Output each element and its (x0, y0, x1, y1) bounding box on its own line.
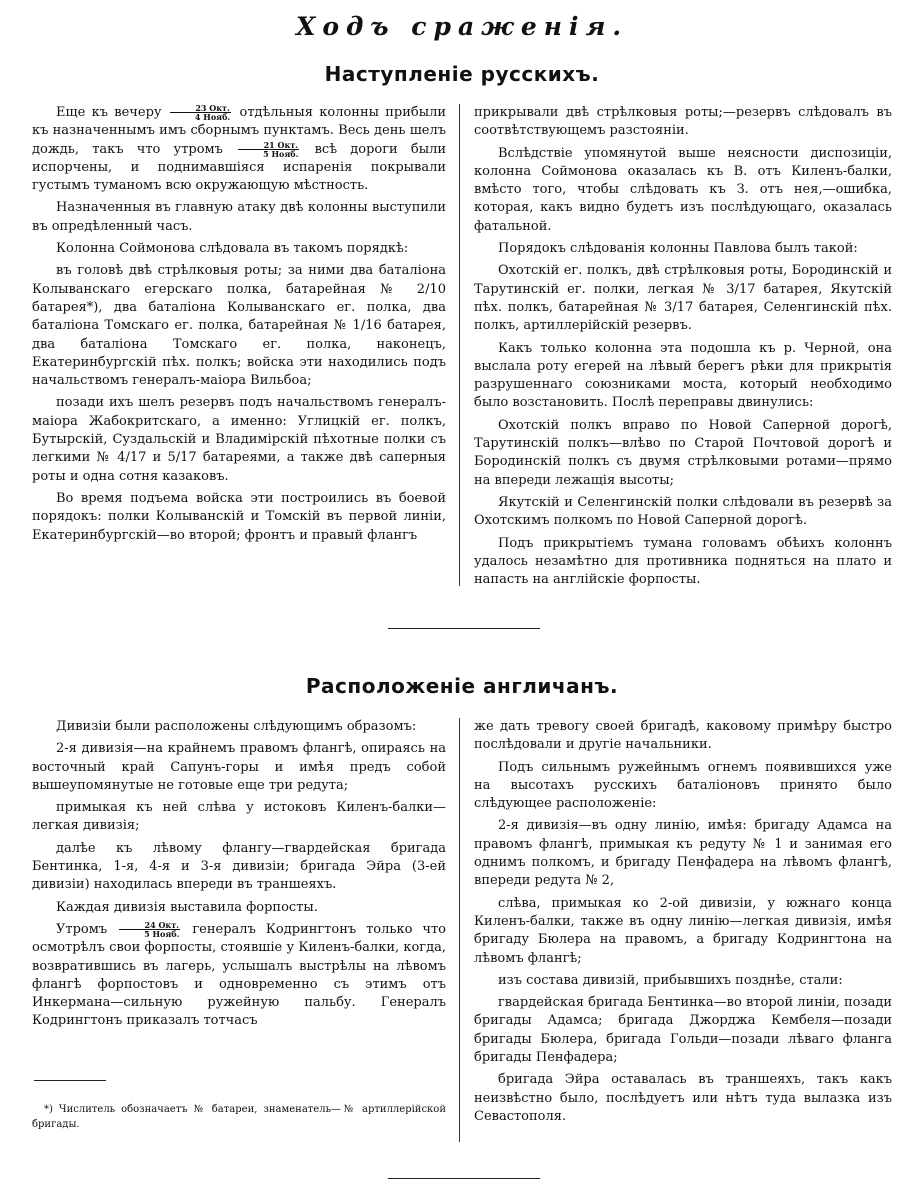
section-heading-english-positions: Расположеніе англичанъ. (305, 674, 619, 698)
text-run: Еще къ вечеру (56, 105, 162, 120)
text-run: всѣ дороги были испорчены, и поднимавшіяся испаренія покрывали густымъ туманомъ всю окружающую мѣстность. (32, 141, 446, 194)
paragraph: гвардейская бригада Бентинка—во второй линіи, позади бригады Адамса; бригада Джорджа Кембеля—позади бригады Бюлера, бригада Гольди—позади лѣваго фланга бригады Пенфадера; (474, 995, 892, 1066)
paragraph: 2-я дивизія—въ одну линію, имѣя: бригаду Адамса на правомъ флангѣ, примыкая къ редуту № 1 и занимая его однимъ полкомъ, и бригаду Пенфадера на лѣвомъ флангѣ, впереди редута № 2, (474, 818, 892, 889)
footnote-rule (34, 1080, 106, 1081)
paragraph: Дивизіи были расположены слѣдующимъ образомъ: (56, 719, 417, 734)
section1-left-column (32, 104, 446, 549)
section2-left-column (32, 718, 446, 1035)
text-run: Утромъ (56, 921, 108, 937)
fraction-denominator: 4 Нояб. (194, 112, 231, 122)
date-fraction (238, 141, 299, 158)
paragraph: Вслѣдствіе упомянутой выше неясности диспозиціи, колонна Соймонова оказалась къ В. отъ Киленъ-балки, вмѣсто того, чтобы слѣдовать къ З. отъ нея,—ошибка, которая, какъ видно будетъ изъ послѣдующаго, оказалась фатальной. (474, 145, 892, 234)
paragraph: Во время подъема войска эти построились въ боевой порядокъ: полки Колыванскій и Томскій въ первой линіи, Екатеринбургскій—во второй; фронтъ и правый флангъ (32, 490, 446, 543)
paragraph: бригада Эйра оставалась въ траншеяхъ, такъ какъ неизвѣстно было, послѣдуетъ или нѣтъ туда вылазка изъ Севастополя. (474, 1072, 892, 1124)
fraction-denominator: 5 Нояб. (263, 148, 299, 159)
paragraph: слѣва, примыкая ко 2-ой дивизіи, у южнаго конца Киленъ-балки, также въ одну линію—легкая дивизія, имѣя бригаду Бюлера на правомъ, а бригаду Кодрингтона на лѣвомъ флангѣ; (474, 895, 892, 966)
paragraph: Назначенныя въ главную атаку двѣ колонны выступили въ опредѣленный часъ. (32, 200, 446, 234)
date-fraction (119, 921, 180, 938)
text-run: отдѣльныя колонны прибыли къ назначеннымъ имъ сборнымъ пунктамъ. Весь день шелъ дождь, такъ что утромъ (32, 105, 447, 157)
section-separator (388, 628, 540, 629)
paragraph: изъ состава дивизій, прибывшихъ позднѣе, стали: (498, 972, 843, 988)
paragraph: позади ихъ шелъ резервъ подъ начальствомъ генералъ-маіора Жабокритскаго, а именно: Углицкій ег. полкъ, Бутырскій, Суздальскій и Владимірскій пѣхотные полки съ легкими № 4/17 и 5/17 батареями, а также двѣ саперныя роты и одна сотня казаковъ. (32, 395, 446, 484)
paragraph: Колонна Соймонова слѣдовала въ такомъ порядкѣ: (56, 241, 409, 257)
column-divider (459, 718, 460, 1142)
fraction-numerator: 24 Окт. (119, 921, 180, 930)
paragraph: Охотскій полкъ вправо по Новой Саперной дорогѣ, Тарутинскій полкъ—влѣво по Старой Почтовой дорогѣ и Бородинскій полкъ съ двумя стрѣлковыми ротами—прямо на впереди лежащія высоты; (474, 417, 892, 488)
paragraph: Какъ только колонна эта подошла къ р. Черной, она выслала роту егерей на лѣвый берегъ рѣки для прикрытія разрушеннаго союзниками моста, который необходимо было возстановить. Послѣ переправы двинулись: (474, 340, 892, 411)
footnote (32, 1102, 446, 1132)
paragraph: же дать тревогу своей бригадѣ, каковому примѣру быстро послѣдовали и другіе начальники. (474, 719, 892, 753)
paragraph: Каждая дивизія выставила форпосты. (56, 899, 318, 915)
page-title: Ходъ сраженія. (295, 12, 629, 41)
paragraph: Якутскій и Селенгинскій полки слѣдовали въ резервѣ за Охотскимъ полкомъ по Новой Саперной дорогѣ. (474, 494, 892, 529)
paragraph: 2-я дивизія—на крайнемъ правомъ флангѣ, опираясь на восточный край Сапунъ-горы и имѣя предъ собой вышеупомянутые не готовые еще три редута; (32, 741, 446, 793)
text-run: генералъ Кодрингтонъ только что осмотрѣлъ свои форпосты, стоявшіе у Киленъ-балки, когда, возвратившись въ лагерь, услышалъ выстрѣлы на лѣвомъ флангѣ форпостовъ и одновременно съ этимъ отъ Инкермана—сильную ружейную пальбу. Генералъ Кодрингтонъ приказалъ тотчасъ (32, 921, 446, 1029)
paragraph: Охотскій ег. полкъ, двѣ стрѣлковыя роты, Бородинскій и Тарутинскій ег. полки, легкая № 3/17 батарея, Якутскій пѣх. полкъ, батарейная № 3/17 батарея, Селенгинскій пѣх. полкъ, артиллерійскій резервъ. (474, 263, 892, 334)
fraction-numerator: 21 Окт. (238, 141, 299, 150)
section1-right-column (474, 104, 892, 593)
section-heading-russian-advance: Наступленіе русскихъ. (324, 62, 600, 86)
paragraph: прикрывали двѣ стрѣлковыя роты;—резервъ слѣдовалъ въ соотвѣтствующемъ разстояніи. (474, 105, 892, 139)
paragraph (32, 104, 446, 195)
paragraph: Подъ сильнымъ ружейнымъ огнемъ появившихся уже на высотахъ русскихъ баталіоновъ принято было слѣдующее расположеніе: (474, 759, 892, 812)
date-fraction (170, 104, 231, 121)
paragraph: примыкая къ ней слѣва у истоковъ Киленъ-балки—легкая дивизія; (32, 800, 446, 834)
paragraph: въ головѣ двѣ стрѣлковыя роты; за ними два баталіона Колыванскаго егерскаго полка, батарейная № 2/10 батарея*), два баталіона Колыванскаго ег. полка, два баталіона Томскаго ег. полка, батарейная № 1/16 батарея, два баталіона Томскаго ег. полка, наконецъ, Екатеринбургскій пѣх. полкъ; войска эти находились подъ начальствомъ генералъ-маіора Вильбоа; (32, 263, 446, 389)
section2-right-column (474, 718, 892, 1130)
footnote-text: *) Числитель обозначаетъ № батареи, знаменатель—№ артиллерійской бригады. (32, 1104, 446, 1130)
paragraph: Подъ прикрытіемъ тумана головамъ обѣихъ колоннъ удалось незамѣтно для противника подняться на плато и напасть на англійскіе форпосты. (474, 535, 892, 588)
fraction-denominator: 5 Нояб. (144, 928, 180, 939)
paragraph (32, 921, 446, 1031)
column-divider (459, 104, 460, 586)
paragraph: Порядокъ слѣдованія колонны Павлова былъ такой: (498, 241, 858, 257)
page-end-separator (388, 1178, 540, 1179)
paragraph: далѣе къ лѣвому флангу—гвардейская бригада Бентинка, 1-я, 4-я и 3-я дивизіи; бригада Эйра (3-ей дивизіи) находилась впереди въ траншеяхъ. (32, 840, 446, 893)
fraction-numerator: 23 Окт. (170, 104, 231, 113)
